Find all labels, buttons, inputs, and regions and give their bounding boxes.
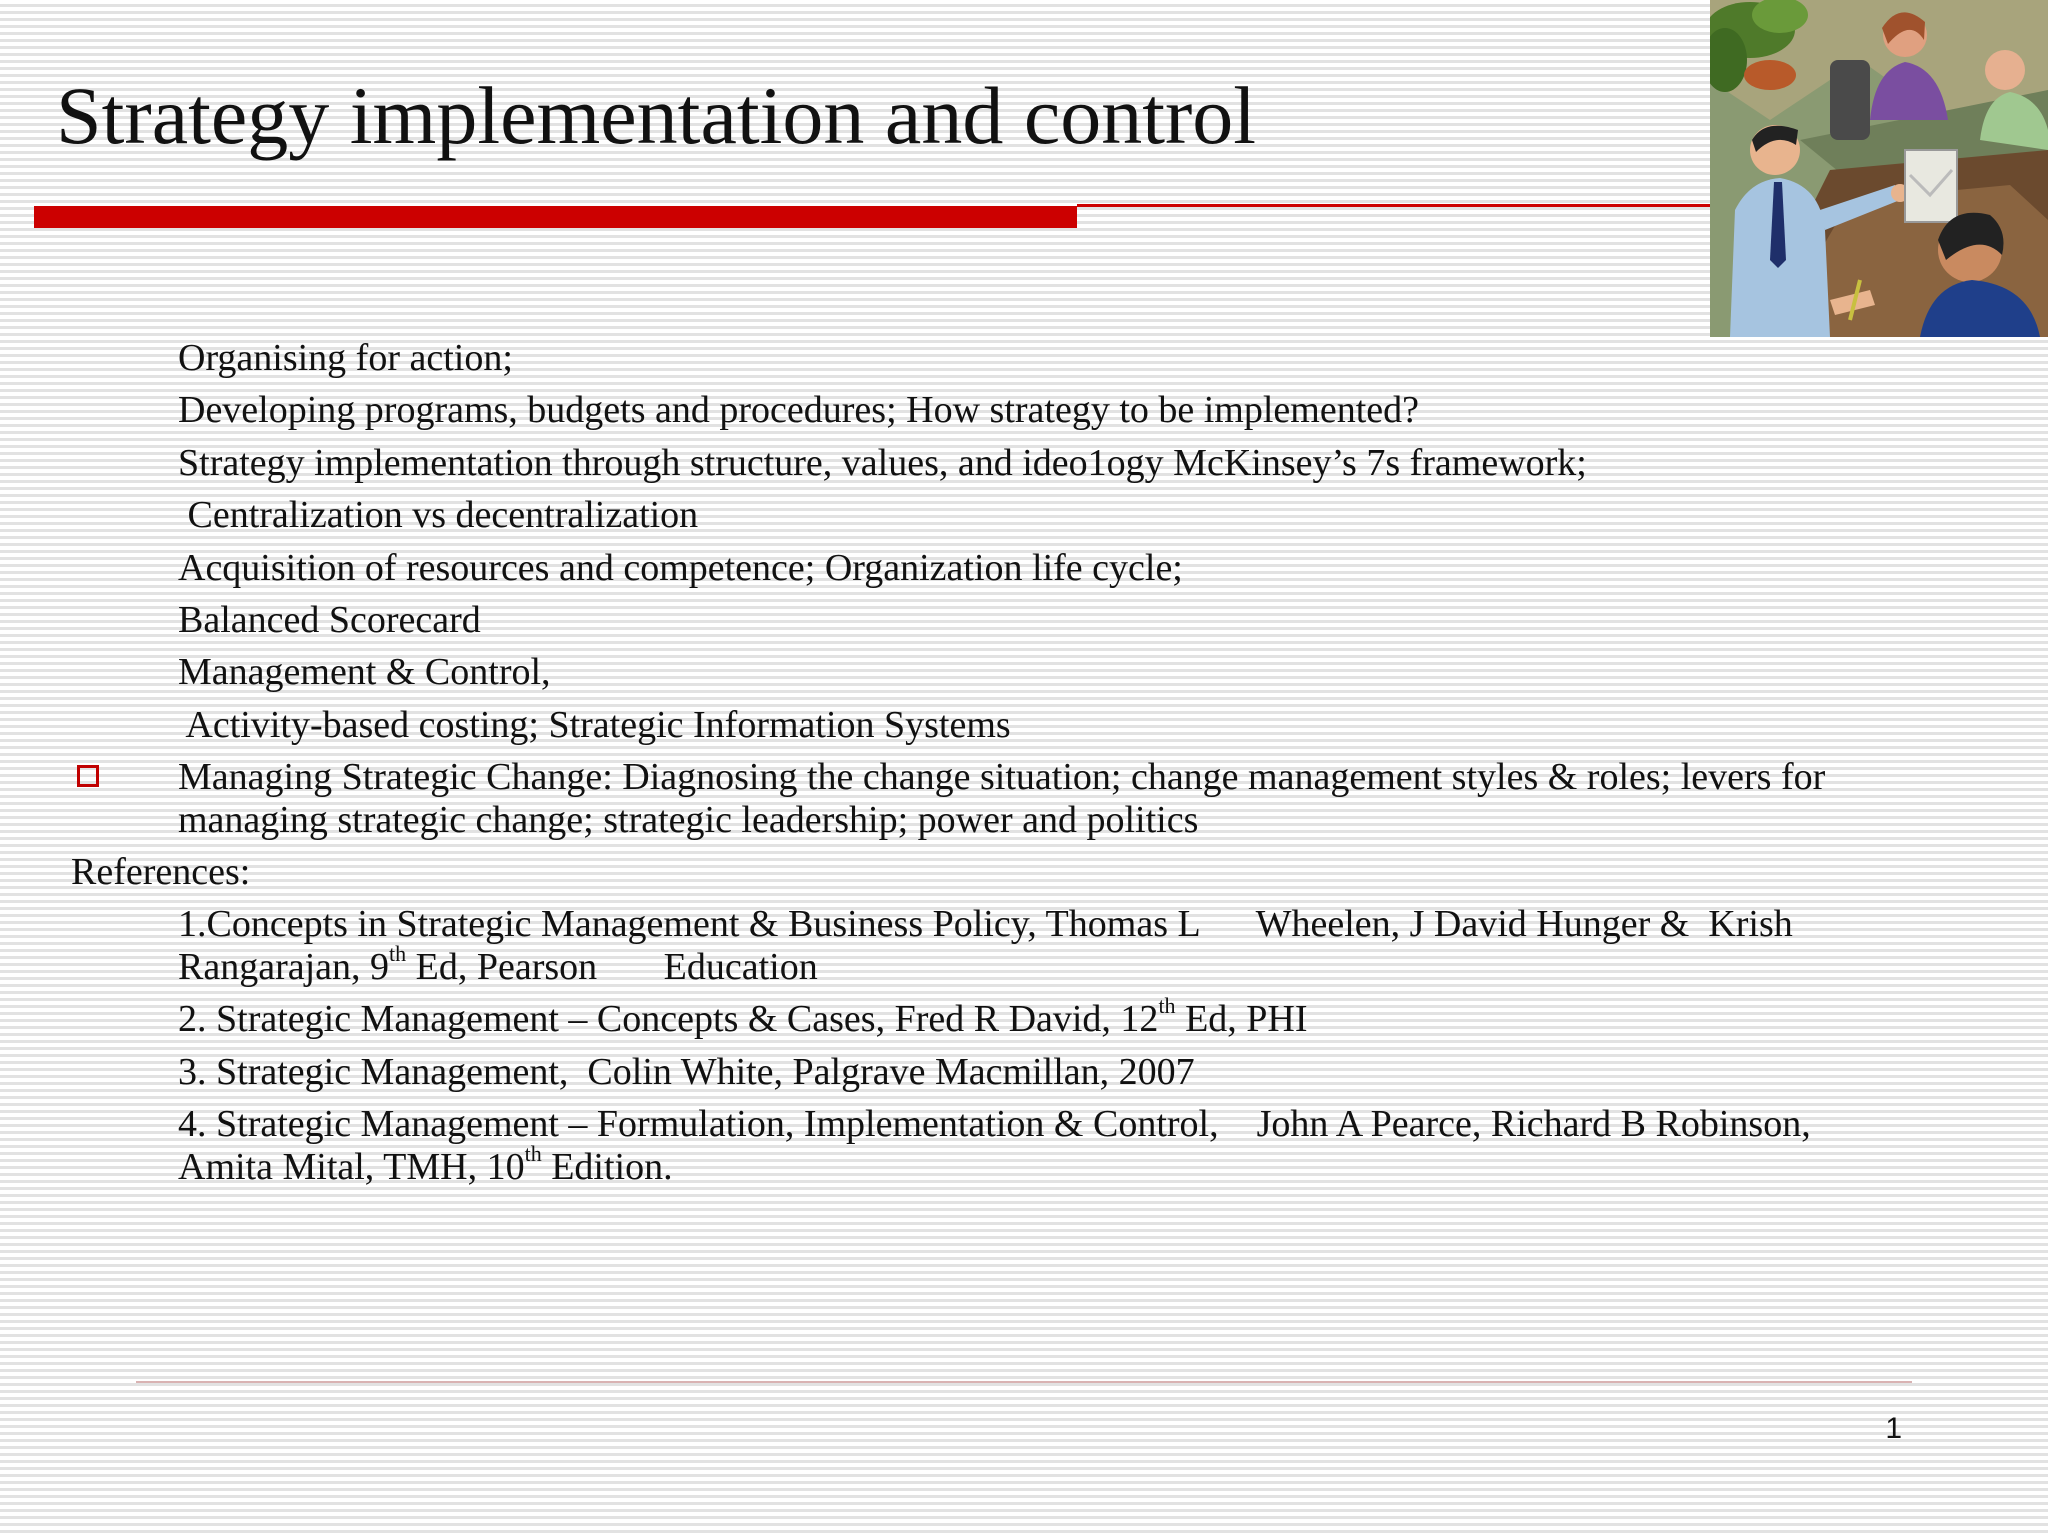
title-underline-bar: [34, 206, 1077, 228]
topic-item: Organising for action;: [178, 337, 513, 379]
reference-text: Ed, PHI: [1175, 998, 1308, 1040]
reference-text: Amita Mital, TMH, 10: [178, 1146, 525, 1188]
reference-item-4-line1: 4. Strategic Management – Formulation, Implementation & Control, John A Pearce, Richard B Robinson,: [178, 1103, 1811, 1145]
topic-item: Centralization vs decentralization: [178, 494, 699, 536]
topic-item: Acquisition of resources and competence; Organization life cycle;: [178, 547, 1183, 589]
business-meeting-clipart: [1710, 0, 2048, 337]
reference-text: Edition.: [541, 1146, 673, 1188]
reference-item-4-line2: [178, 1141, 673, 1189]
topic-item: Balanced Scorecard: [178, 599, 481, 641]
ordinal-suffix: th: [389, 941, 407, 967]
reference-item-2: [178, 993, 1308, 1041]
reference-item-1-line1: 1.Concepts in Strategic Management & Business Policy, Thomas L Wheelen, J David Hunger & Krish: [178, 903, 1793, 945]
references-heading: References:: [71, 851, 251, 893]
bullet-item-managing-strategic-change: Managing Strategic Change: Diagnosing the change situation; change management styles & roles; levers for managing strategic change; strategic leadership; power and politics: [178, 756, 1826, 841]
reference-item-3: 3. Strategic Management, Colin White, Palgrave Macmillan, 2007: [178, 1051, 1195, 1093]
reference-text: 2. Strategic Management – Concepts & Cases, Fred R David, 12: [178, 998, 1159, 1040]
topic-item: Developing programs, budgets and procedures; How strategy to be implemented?: [178, 389, 1419, 431]
topic-item: Activity-based costing; Strategic Information Systems: [178, 704, 1011, 746]
reference-item-1-line2: [178, 941, 818, 989]
topic-item: Strategy implementation through structure, values, and ideo1ogy McKinsey’s 7s framework;: [178, 442, 1587, 484]
reference-text: Ed, Pearson Education: [406, 946, 818, 988]
ordinal-suffix: th: [524, 1141, 542, 1167]
topic-item: Management & Control,: [178, 651, 551, 693]
reference-text: Rangarajan, 9: [178, 946, 390, 988]
footer-divider: [136, 1381, 1912, 1383]
ordinal-suffix: th: [1158, 993, 1176, 1019]
hollow-square-bullet-icon: [77, 765, 99, 787]
title-underline-rule: [1077, 204, 1710, 207]
page-number: 1: [1885, 1412, 1902, 1445]
slide-title: Strategy implementation and control: [56, 70, 1257, 161]
